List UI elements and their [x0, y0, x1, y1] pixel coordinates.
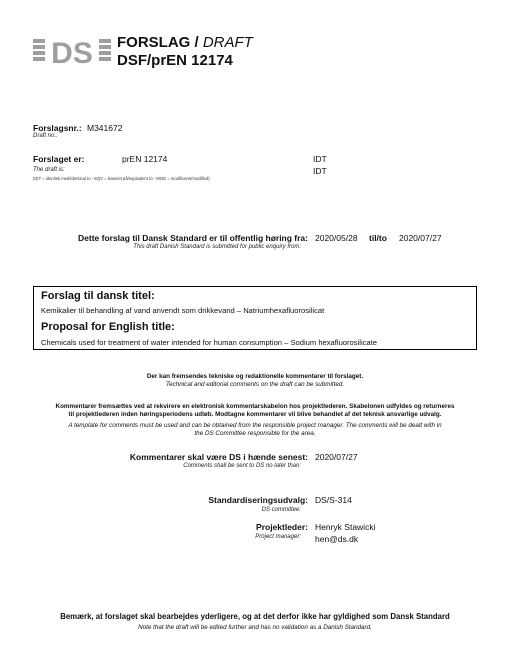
- hearing-til: til/to: [369, 233, 387, 243]
- deadline-value: 2020/07/27: [315, 452, 358, 462]
- idt-value-2: IDT: [313, 166, 327, 176]
- comments-para-1: Kommentarer fremsættes ved at rekvirere en elektronisk kommentarskabelon hos projektlederen. Skabelonen udfyldes og returneres: [55, 403, 455, 410]
- logo-text: DS: [51, 37, 93, 66]
- manager-name: Henryk Stawicki: [315, 522, 376, 532]
- hearing-label: Dette forslag til Dansk Standard er til offentlig høring fra:: [78, 233, 308, 243]
- idt-value-1: IDT: [313, 154, 327, 164]
- comments-note: Der kan fremsendes tekniske og redaktionelle kommentarer til forslaget.: [146, 373, 364, 380]
- en-title-heading: Proposal for English title:: [41, 321, 175, 333]
- forslagsnr-sub: Draft no.:: [33, 133, 58, 139]
- manager-email[interactable]: hen@ds.dk: [315, 534, 359, 544]
- footer-note: Bemærk, at forslaget skal bearbejdes yderligere, og at det derfor ikke har gyldighed som Dansk Standard: [60, 612, 450, 621]
- hearing-to: 2020/07/27: [399, 233, 442, 243]
- forslaget-er-label: Forslaget er:: [33, 154, 85, 164]
- document-id: DSF/prEN 12174: [117, 52, 233, 69]
- forslaget-er-sub: The draft is:: [33, 167, 65, 173]
- committee-sub: DS committee:: [261, 507, 301, 513]
- deadline-label: Kommentarer skal være DS i hænde senest:: [129, 452, 308, 462]
- forslagsnr-value: M341672: [87, 123, 123, 133]
- committee-value: DS/S-314: [315, 495, 352, 505]
- en-title: Chemicals used for treatment of water intended for human consumption – Sodium hexafluorosilicate: [41, 338, 377, 347]
- hearing-from: 2020/05/28: [315, 233, 358, 243]
- dk-title: Kemikalier til behandling af vand anvendt som drikkevand – Natriumhexafluorosilicat: [41, 306, 325, 315]
- ds-logo: [33, 36, 111, 66]
- title-box: [33, 286, 477, 350]
- idt-legend: (IDT = identisk med/identical to - EQV = baseret på/equivalent to - MOD = modificeret/modified): [33, 176, 210, 181]
- hearing-sub: This draft Danish Standard is submitted for public enquiry from:: [133, 244, 301, 250]
- footer-note-en: Note that the draft will be edited further and has no validation as a Danish Standard.: [138, 624, 372, 631]
- comments-para-2: til projektlederen inden høringsperiodens udløb. Modtagne kommentarer vil blive behandlet af det teknisk ansvarlige udvalg.: [68, 411, 442, 418]
- committee-label: Standardiseringsudvalg:: [208, 495, 308, 505]
- draft-label: DRAFT: [202, 34, 253, 51]
- deadline-sub: Comments shall be sent to DS no later than:: [183, 463, 301, 469]
- comments-para-en-2: the DS Committee responsible for the area.: [194, 430, 316, 437]
- manager-sub: Project manager:: [255, 534, 301, 540]
- manager-label: Projektleder:: [256, 522, 308, 532]
- forslaget-er-value: prEN 12174: [122, 154, 168, 164]
- comments-note-en: Technical and editorial comments on the draft can be submitted.: [165, 381, 345, 388]
- forslag-draft-heading: [117, 34, 253, 51]
- comments-para-en-1: A template for comments must be used and can be obtained from the responsible project manager. The comments will be dealt with in: [68, 422, 442, 429]
- forslagsnr-label: Forslagsnr.:: [33, 123, 82, 133]
- forslag-label: FORSLAG /: [117, 34, 199, 51]
- dk-title-heading: Forslag til dansk titel:: [41, 290, 155, 302]
